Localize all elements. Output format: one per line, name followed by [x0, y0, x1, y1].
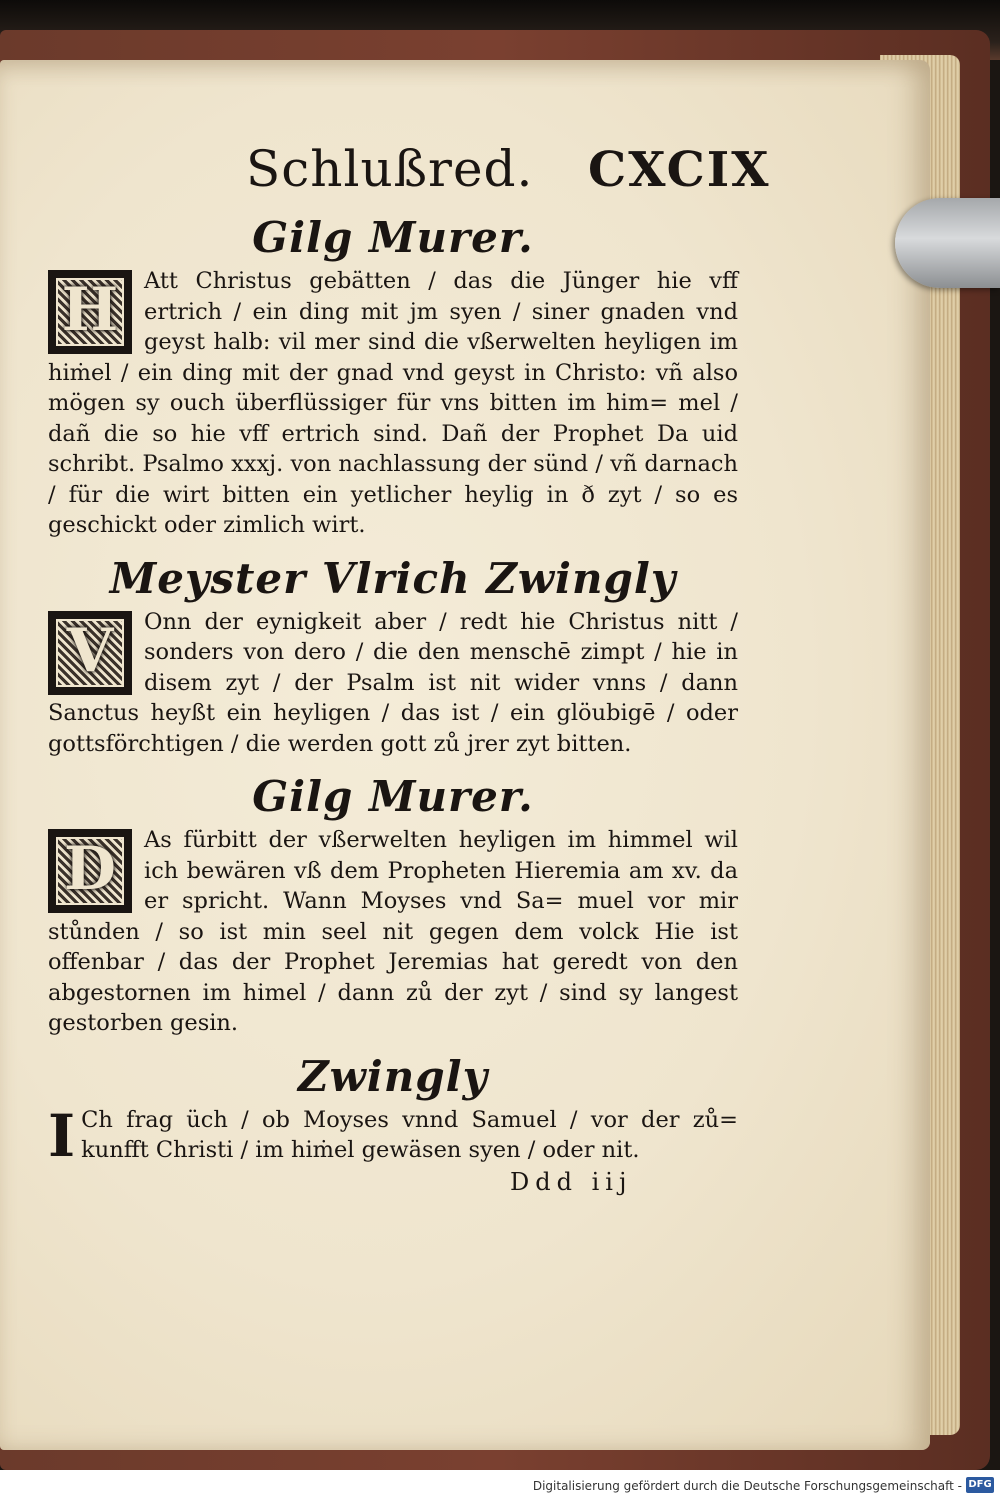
signature-mark	[48, 1167, 738, 1204]
speaker-heading: Gilg Murer.	[252, 213, 534, 262]
decorated-initial	[48, 611, 132, 695]
speaker-heading: Gilg Murer.	[252, 772, 534, 821]
speaker-heading: Zwingly	[297, 1051, 489, 1101]
running-head-title: Schlußred.	[246, 140, 534, 198]
initial-letter: H	[61, 275, 119, 345]
paragraph-text: Onn der eynigkeit aber / redt hie Christus nitt / sonders von dero / die den menschē zimpt / hie in disem zyt / der Psalm ist nit wider vnns / dann Sanctus heyßt ein heyligen / das ist / ein glöubigē / oder gottsförchtigen / die werden gott zů jrer zyt bitten.	[48, 608, 738, 757]
initial-letter: I	[48, 1101, 76, 1170]
signature-text: Ddd iij	[510, 1167, 633, 1196]
paragraph-text: Att Christus gebätten / das die Jünger hie vff ertrich / ein ding mit jm syen / siner gnaden vnd geyst halb: vil mer sind die vßerwelten heyligen im hiṁel / ein ding mit der gnad vnd geyst in Christo: vñ also mögen sy ouch überflüssiger für vns bitten im him= mel / dañ die so hie vff ertrich sind. Dañ der Prophet Da uid schribt. Psalmo xxxj. von nachlassung der sünd / vñ darnach / für die wirt bitten ein yetlicher heylig in ð zyt / so es geschickt oder zimlich wirt.	[48, 268, 738, 538]
initial-letter: V	[66, 615, 114, 686]
initial-letter: D	[63, 834, 117, 904]
footer-credit: Digitalisierung gefördert durch die Deutsche Forschungsgemeinschaft -	[532, 1479, 962, 1493]
paragraph	[48, 607, 738, 760]
folio-number: CXCIX	[588, 142, 771, 198]
digitization-footer	[0, 1470, 1000, 1500]
paragraph-text: Ch frag üch / ob Moyses vnnd Samuel / vor der zů= kunfft Christi / im hiṁel gewäsen syen / oder nit.	[81, 1106, 738, 1163]
page-text	[48, 140, 771, 1204]
speaker-heading: Meyster Vlrich Zwingly	[109, 553, 677, 603]
running-head	[48, 140, 771, 210]
dfg-logo-icon: DFG	[966, 1477, 994, 1493]
decorated-initial	[48, 270, 132, 354]
decorated-initial	[48, 829, 132, 913]
paragraph	[48, 825, 738, 1039]
paragraph-text: As fürbitt der vßerwelten heyligen im himmel wil ich bewären vß dem Propheten Hieremia am xv. da er spricht. Wann Moyses vnd Sa= muel vor mir stůnden / so ist min seel nit gegen dem volck Hie ist offenbar / das der Prophet Jeremias hat geredt von den abgestornen im himel / dann zů der zyt / sind sy langest gestorben gesin.	[48, 827, 738, 1036]
paragraph	[48, 266, 738, 541]
paragraph	[48, 1101, 738, 1170]
page-clip	[895, 198, 1000, 288]
